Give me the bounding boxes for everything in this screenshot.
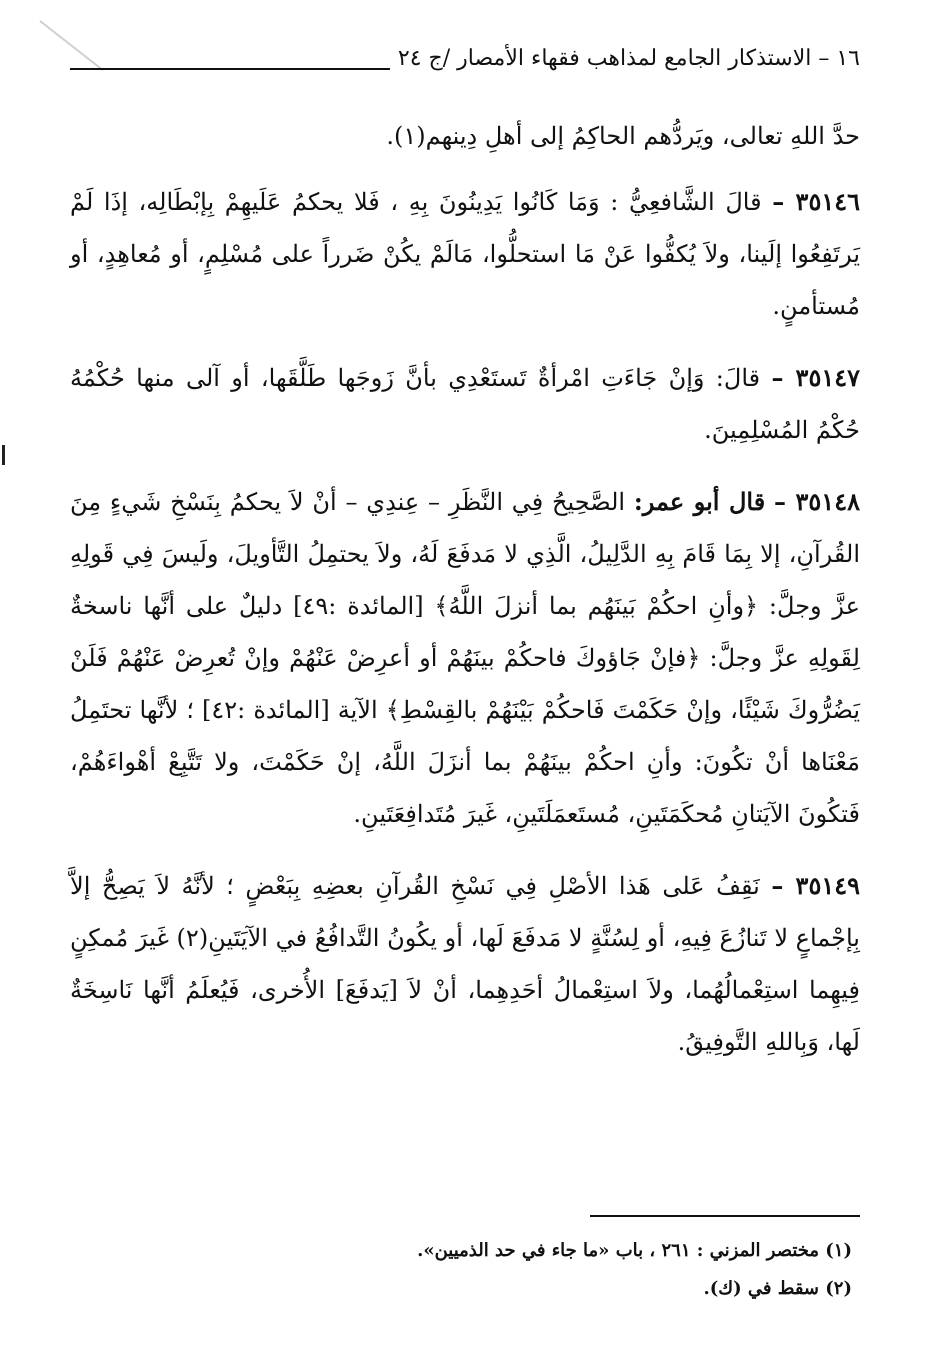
paragraph-text: حدَّ اللهِ تعالى، ويَردُّهم الحاكِمُ إلى أهلِ دِينهم(١).: [386, 122, 860, 150]
running-header: [70, 40, 860, 80]
paragraph-number: ٣٥١٤٦ –: [772, 187, 860, 216]
paragraph-text: نَقِفُ عَلى هَذا الأصْلِ فِي نَسْخِ القُرآنِ بعضِهِ بِبَعْضٍ ؛ لأنَّهُ لاَ يَصِحُّ إلاَّ بِإجْماعٍ لا تَنازُعَ فِيهِ، أو لِسُنَّةٍ لا مَدفَعَ لَها، أو يكُونُ التَّدافُعُ في الآيَتَينِ(٢) غَيرَ مُمكِنٍ فِيهِما استِعْمالُهُما، ولاَ استِعْمالُ أحَدِهِما، أنْ لاَ [يَدفَعَ] الأُخرى، فَيُعلَمُ أنَّها نَاسِخَةٌ لَها، وَبِاللهِ التَّوفِيقُ.: [70, 872, 860, 1056]
footnotes: [92, 1232, 852, 1308]
footnote-2: (٢) سقط في (ك).: [703, 1278, 852, 1299]
paragraph-35147: [70, 352, 860, 456]
paragraph-35148: [70, 476, 860, 840]
paragraph-35146: [70, 176, 860, 332]
paragraph-text: قالَ: وَإنْ جَاءَتِ امْرأةٌ تَستَعْدِي بأنَّ زَوجَها طَلَّقَها، أو آلى منها حُكْمُهُ حُكْمُ المُسْلِمِينَ.: [70, 364, 860, 444]
paragraph-number: ٣٥١٤٨ –: [773, 487, 860, 516]
paragraph-number: ٣٥١٤٧ –: [771, 363, 860, 392]
footnote-rule: [590, 1215, 860, 1217]
paragraph-35149: [70, 860, 860, 1068]
edge-scan-mark: [2, 445, 5, 465]
footnote-1: (١) مختصر المزني : ٢٦١ ، باب «ما جاء في حد الذميين».: [417, 1240, 852, 1261]
running-title: ١٦ – الاستذكار الجامع لمذاهب فقهاء الأمصار /ج ٢٤: [397, 46, 860, 71]
paragraph-continuation: [70, 110, 860, 162]
paragraph-text: قالَ الشَّافعِيُّ : وَمَا كَانُوا يَدِينُونَ بِهِ ، فَلا يحكمُ عَلَيهِمْ بِإبْطَالِه، إذَا لَمْ يَرتَفِعُوا إلَينا، ولاَ يُكفُّوا عَنْ مَا استحلُّوا، مَالَمْ يكُنْ ضَرراً على مُسْلِمٍ، أو مُعاهِدٍ، أو مُستأمنٍ.: [70, 188, 860, 320]
paragraph-number: ٣٥١٤٩ –: [771, 871, 860, 900]
main-text: [70, 110, 860, 1088]
header-rule: [70, 68, 390, 70]
paragraph-lead: قال أبو عمر:: [633, 487, 766, 516]
paragraph-text: الصَّحِيحُ فِي النَّظَرِ – عِندِي – أنْ لاَ يحكمُ بِنَسْخِ شَيءٍ مِنَ القُرآنِ، إلا بِمَا قَامَ بِهِ الدَّلِيلُ، الَّذِي لا مَدفَعَ لَهُ، ولاَ يحتمِلُ التَّأويلَ، ولَيسَ فِي قَولِهِ عزَّ وجلَّ: ﴿وأنِ احكُمْ بَينَهُم بما أنزلَ اللَّهُ﴾ [المائدة :٤٩] دليلٌ على أنَّها ناسخةٌ لِقَولِهِ عزَّ وجلَّ: ﴿فإنْ جَاؤوكَ فاحكُمْ بينَهُمْ أو أعرِضْ عَنْهُمْ وإنْ تُعرِضْ عَنْهُمْ فَلَنْ يَضُرُّوكَ شَيْئًا، وإنْ حَكَمْتَ فَاحكُمْ بَيْنَهُمْ بالقِسْطِ﴾ الآية [المائدة :٤٢] ؛ لأنَّها تحتَمِلُ مَعْنَاها أنْ تكُونَ: وأنِ احكُمْ بينَهُمْ بما أنزَلَ اللَّهُ، إنْ حَكَمْتَ، ولا تَتَّبِعْ أهْواءَهُمْ، فَتكُونَ الآيَتانِ مُحكَمَتَينِ، مُستَعمَلَتَينِ، غَيرَ مُتَدافِعَتَينِ.: [70, 488, 860, 828]
